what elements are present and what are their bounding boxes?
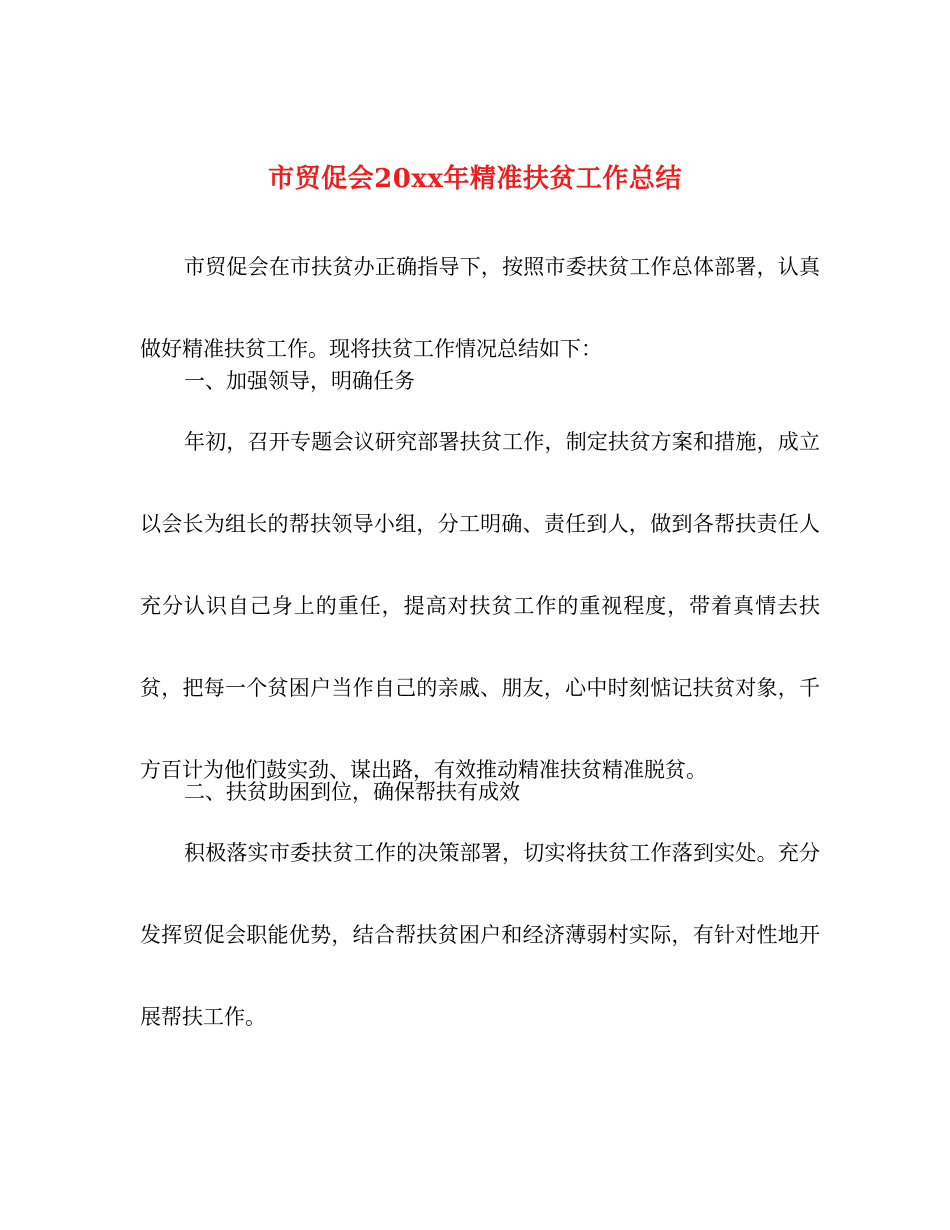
section-2-heading: 二、扶贫助困到位，确保帮扶有成效 xyxy=(184,780,520,804)
section-2-body: 积极落实市委扶贫工作的决策部署，切实将扶贫工作落到实处。充分发挥贸促会职能优势，结合帮扶贫困户和经济薄弱村实际，有针对性地开展帮扶工作。 xyxy=(140,841,820,1029)
section-1-heading: 一、加强领导，明确任务 xyxy=(184,369,415,393)
intro-paragraph: 市贸促会在市扶贫办正确指导下，按照市委扶贫工作总体部署，认真做好精准扶贫工作。现将扶贫工作情况总结如下： xyxy=(140,255,820,361)
section-1-body: 年初，召开专题会议研究部署扶贫工作，制定扶贫方案和措施，成立以会长为组长的帮扶领导小组，分工明确、责任到人，做到各帮扶责任人充分认识自己身上的重任，提高对扶贫工作的重视程度，带着真情去扶贫，把每一个贫困户当作自己的亲戚、朋友，心中时刻惦记扶贫对象，千方百计为他们鼓实劲、谋出路，有效推动精准扶贫精准脱贫。 xyxy=(140,430,820,782)
document-title: 市贸促会20xx年精准扶贫工作总结 xyxy=(268,164,682,195)
